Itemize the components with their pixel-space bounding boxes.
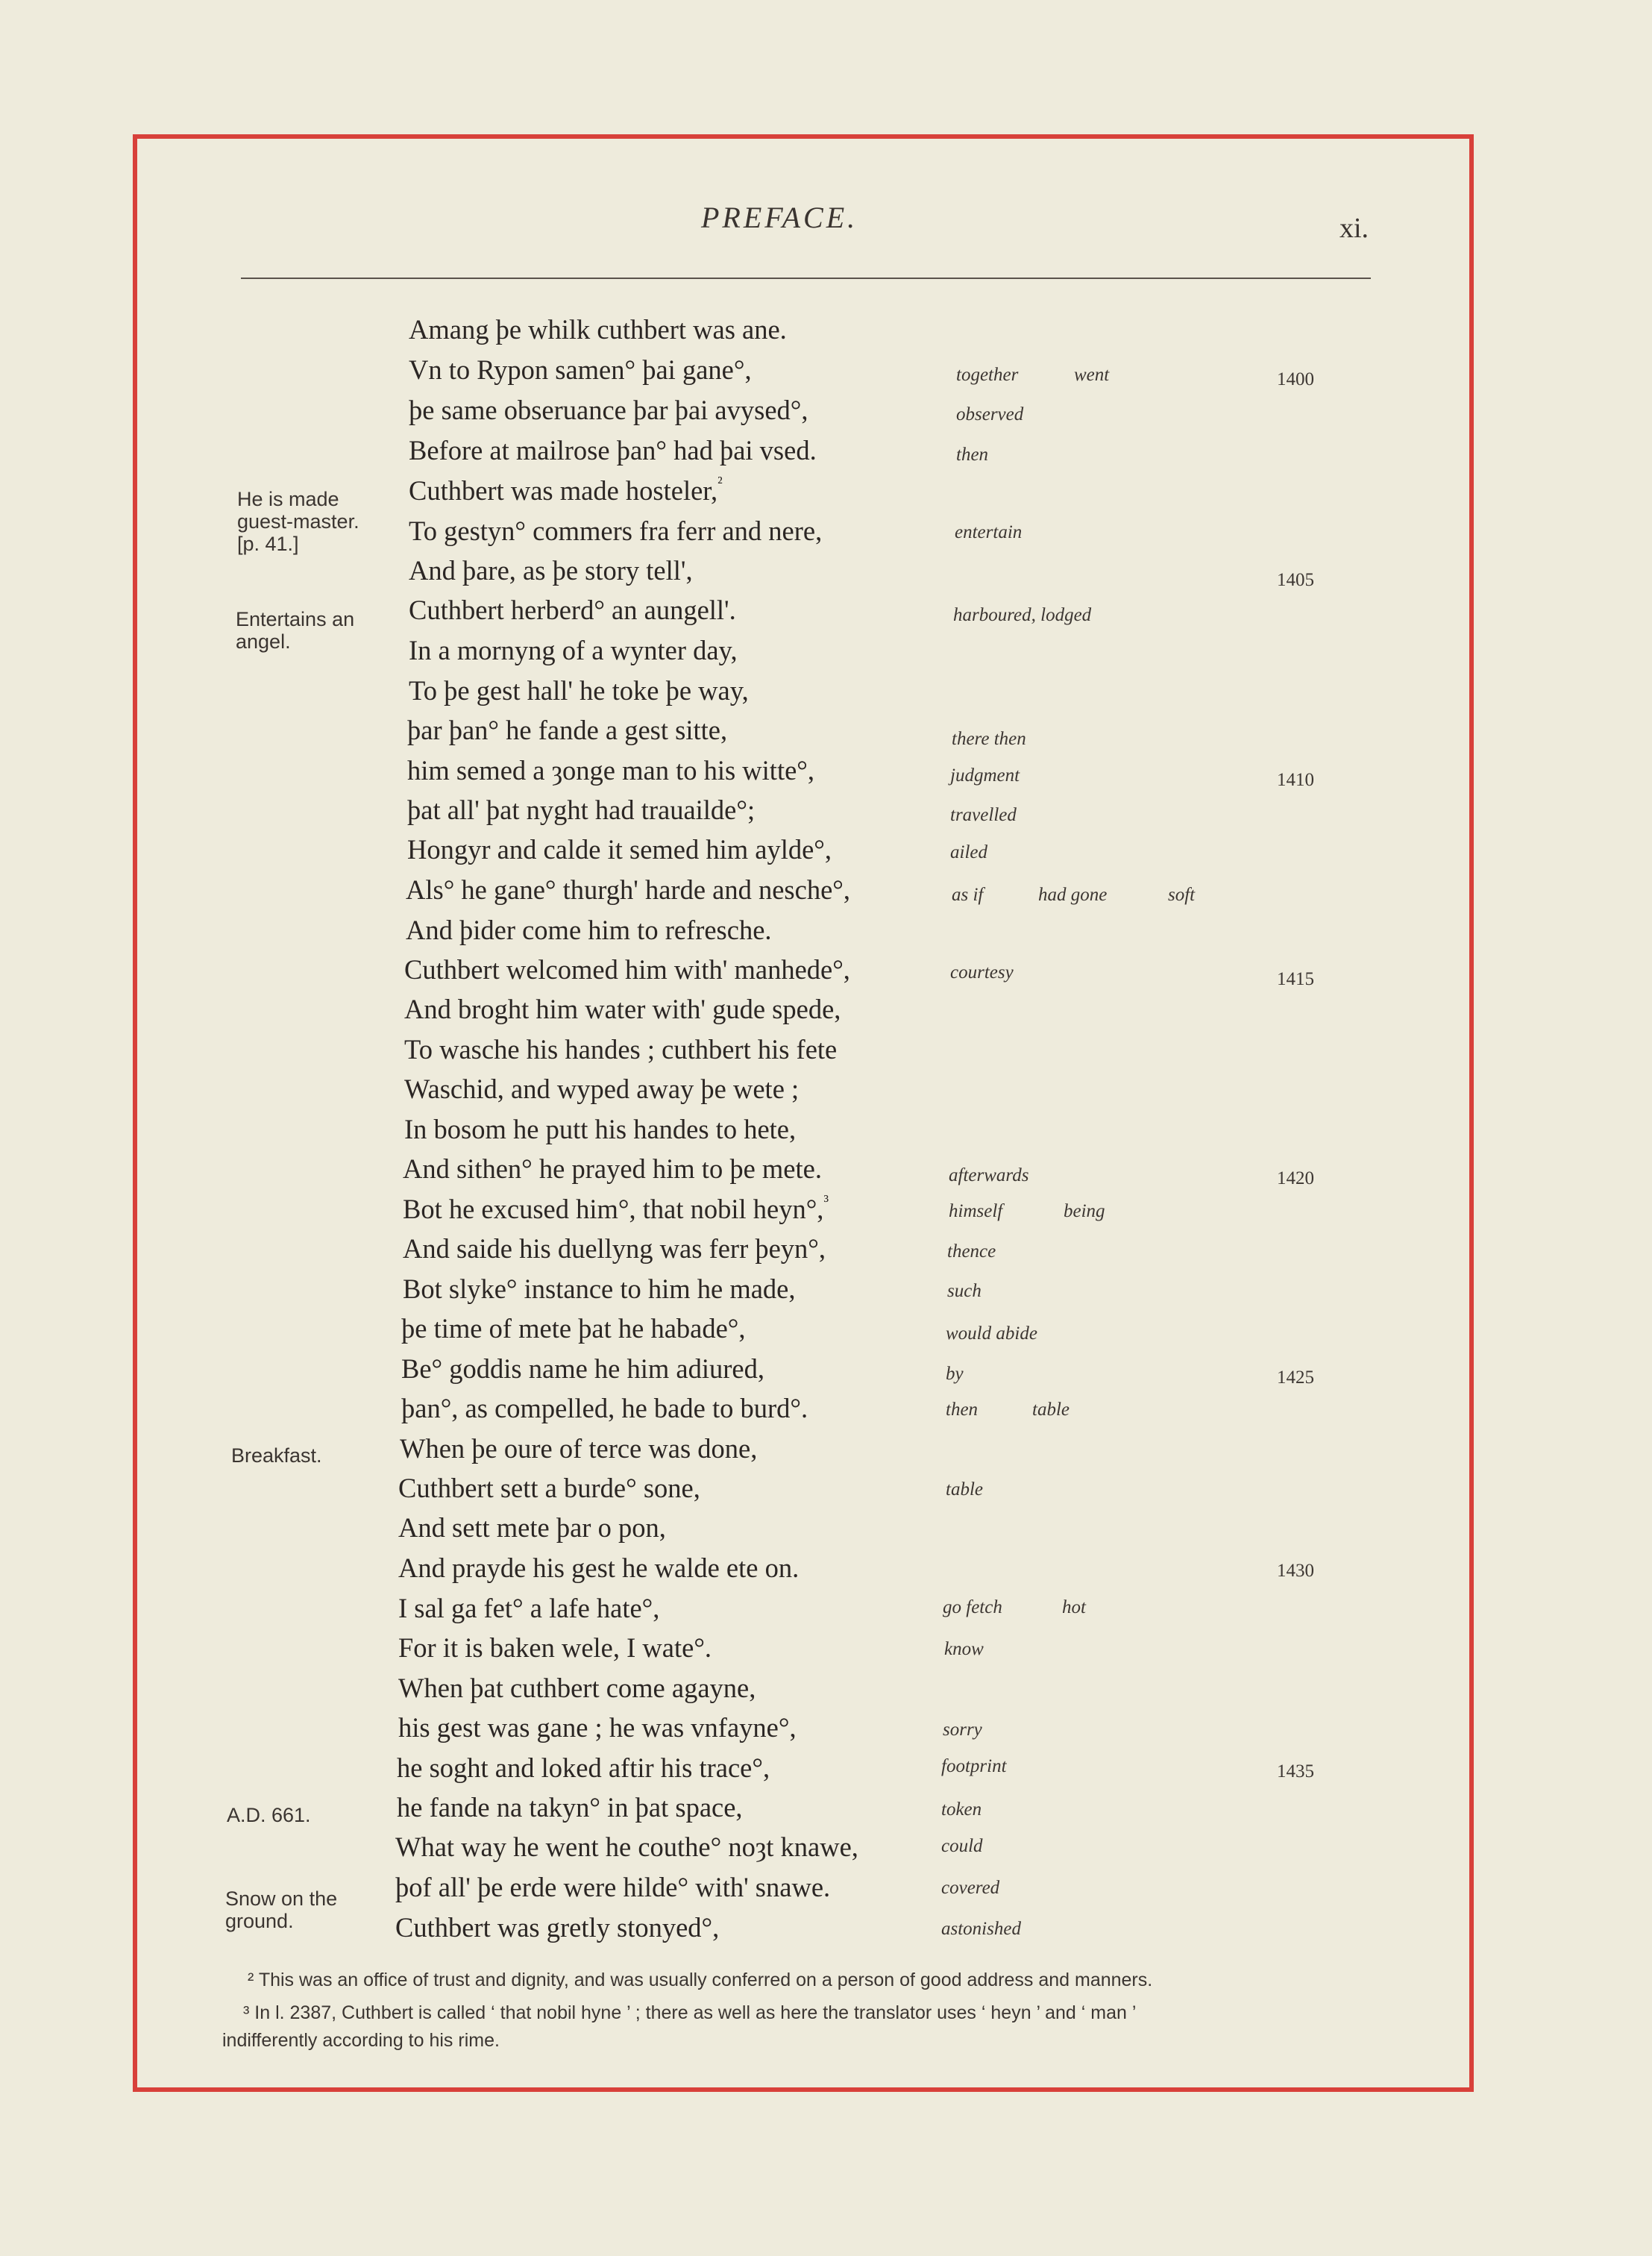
poem-line: Waschid, and wyped away þe wete ; — [404, 1074, 800, 1104]
line-number: 1435 — [1277, 1761, 1314, 1782]
gloss: himself — [949, 1201, 1003, 1221]
poem-line: þe time of mete þat he habade°, — [401, 1313, 746, 1344]
footnote-ref: ² — [717, 472, 723, 492]
header-rule — [241, 278, 1371, 279]
poem-line: he soght and loked aftir his trace°, — [397, 1752, 770, 1783]
poem-line: And þare, as þe story tell', — [409, 555, 693, 586]
gloss: there then — [952, 729, 1026, 749]
poem-line: Cuthbert welcomed him with' manhede°, — [404, 954, 850, 985]
gloss: courtesy — [950, 962, 1014, 983]
poem-line: In bosom he putt his handes to hete, — [404, 1114, 797, 1144]
poem-line: Hongyr and calde it semed him aylde°, — [407, 834, 832, 865]
poem-line: Cuthbert herberd° an aungell'. — [409, 595, 736, 625]
line-number: 1400 — [1277, 369, 1314, 389]
poem-line: In a mornyng of a wynter day, — [409, 635, 738, 665]
footnote: ² This was an office of trust and dignity, and was usually conferred on a person of good address and manners. — [248, 1970, 1153, 1990]
page-title: PREFACE. — [701, 201, 858, 234]
gloss: hot — [1062, 1597, 1086, 1617]
line-number: 1410 — [1277, 770, 1314, 790]
poem-line: he fande na takyn° in þat space, — [397, 1792, 743, 1823]
gloss: sorry — [943, 1720, 982, 1740]
poem-line: To wasche his handes ; cuthbert his fete — [404, 1034, 838, 1065]
gloss: together — [956, 365, 1019, 385]
side-note: He is made guest-master. [p. 41.] — [237, 488, 359, 555]
side-note: Snow on the ground. — [225, 1887, 338, 1932]
poem-line: And saide his duellyng was ferr þeyn°, — [403, 1233, 826, 1264]
poem-line: And sithen° he prayed him to þe mete. — [403, 1153, 822, 1184]
gloss: then — [946, 1400, 979, 1420]
gloss: covered — [941, 1878, 1000, 1898]
gloss: table — [946, 1479, 983, 1500]
poem-line: Amang þe whilk cuthbert was ane. — [409, 314, 787, 345]
poem-line: þar þan° he fande a gest sitte, — [407, 715, 728, 745]
poem-line: And sett mete þar o pon, — [398, 1512, 666, 1543]
page-border — [133, 134, 1474, 2092]
gloss: then — [956, 445, 989, 465]
gloss: such — [947, 1281, 982, 1301]
line-number: 1415 — [1277, 969, 1314, 989]
poem-line: To þe gest hall' he toke þe way, — [409, 675, 749, 706]
poem-line: And broght him water with' gude spede, — [404, 994, 841, 1024]
gloss: as if — [952, 885, 984, 905]
gloss: judgment — [950, 765, 1020, 786]
gloss: entertain — [955, 522, 1023, 542]
side-note: Breakfast. — [231, 1444, 322, 1467]
side-note: Entertains an angel. — [236, 608, 355, 653]
footnote-ref: ³ — [823, 1191, 829, 1210]
gloss: travelled — [950, 805, 1017, 825]
gloss: know — [944, 1639, 984, 1659]
poem-line: þe same obseruance þar þai avysed°, — [409, 395, 808, 425]
gloss: afterwards — [949, 1165, 1029, 1185]
poem-line: þan°, as compelled, he bade to burd°. — [401, 1393, 808, 1423]
gloss: had gone — [1038, 885, 1108, 905]
poem-line: Before at mailrose þan° had þai vsed. — [409, 435, 817, 466]
poem-line: And prayde his gest he walde ete on. — [398, 1552, 800, 1583]
footnote: ³ In l. 2387, Cuthbert is called ‘ that nobil hyne ’ ; there as well as here the translator uses ‘ heyn ’ and ‘ man ’ — [243, 2002, 1137, 2023]
gloss: by — [946, 1364, 964, 1384]
poem-line: When þe oure of terce was done, — [400, 1433, 758, 1464]
gloss: being — [1064, 1201, 1105, 1221]
gloss: footprint — [941, 1756, 1007, 1776]
gloss: astonished — [941, 1919, 1021, 1939]
poem-line: To gestyn° commers fra ferr and nere, — [409, 516, 823, 546]
poem-line: What way he went he couthe° noȝt knawe, — [395, 1832, 858, 1862]
gloss: token — [941, 1799, 982, 1820]
poem-line: þat all' þat nyght had trauailde°; — [407, 795, 756, 825]
line-number: 1425 — [1277, 1367, 1314, 1388]
gloss: could — [941, 1836, 983, 1856]
poem-line: Cuthbert was made hosteler,$^{^2}$ — [409, 472, 723, 506]
gloss: table — [1032, 1400, 1070, 1420]
gloss: thence — [947, 1241, 996, 1262]
gloss: observed — [956, 404, 1024, 424]
poem-line: him semed a ȝonge man to his witte°, — [407, 755, 815, 786]
gloss: ailed — [950, 842, 987, 862]
poem-line: Bot he excused him°, that nobil heyn°,$^{^3}$ — [403, 1191, 829, 1224]
gloss: harboured, lodged — [953, 605, 1092, 625]
gloss: went — [1074, 365, 1110, 385]
poem-line: Bot slyke° instance to him he made, — [403, 1273, 796, 1304]
poem-line: Cuthbert was gretly stonyed°, — [395, 1912, 720, 1943]
poem-line: Cuthbert sett a burde° sone, — [398, 1473, 700, 1503]
poem-line: þof all' þe erde were hilde° with' snawe. — [395, 1872, 831, 1902]
line-number: 1405 — [1277, 570, 1314, 590]
gloss: go fetch — [943, 1597, 1002, 1617]
line-number: 1430 — [1277, 1561, 1314, 1581]
poem-line: his gest was gane ; he was vnfayne°, — [398, 1712, 797, 1743]
poem-line: For it is baken wele, I wate°. — [398, 1632, 712, 1663]
poem-line: Vn to Rypon samen° þai gane°, — [409, 354, 752, 385]
page-number: xi. — [1339, 213, 1369, 244]
footnote: indifferently according to his rime. — [222, 2030, 500, 2051]
line-number: 1420 — [1277, 1168, 1314, 1188]
poem-line: Be° goddis name he him adiured, — [401, 1353, 764, 1384]
side-note: A.D. 661. — [227, 1804, 311, 1826]
gloss: soft — [1168, 885, 1196, 905]
poem-line: And þider come him to refresche. — [406, 915, 772, 945]
gloss: would abide — [946, 1323, 1037, 1344]
poem-line: When þat cuthbert come agayne, — [398, 1673, 756, 1703]
poem-line: Als° he gane° thurgh' harde and nesche°, — [406, 874, 850, 905]
poem-line: I sal ga fet° a lafe hate°, — [398, 1593, 660, 1623]
